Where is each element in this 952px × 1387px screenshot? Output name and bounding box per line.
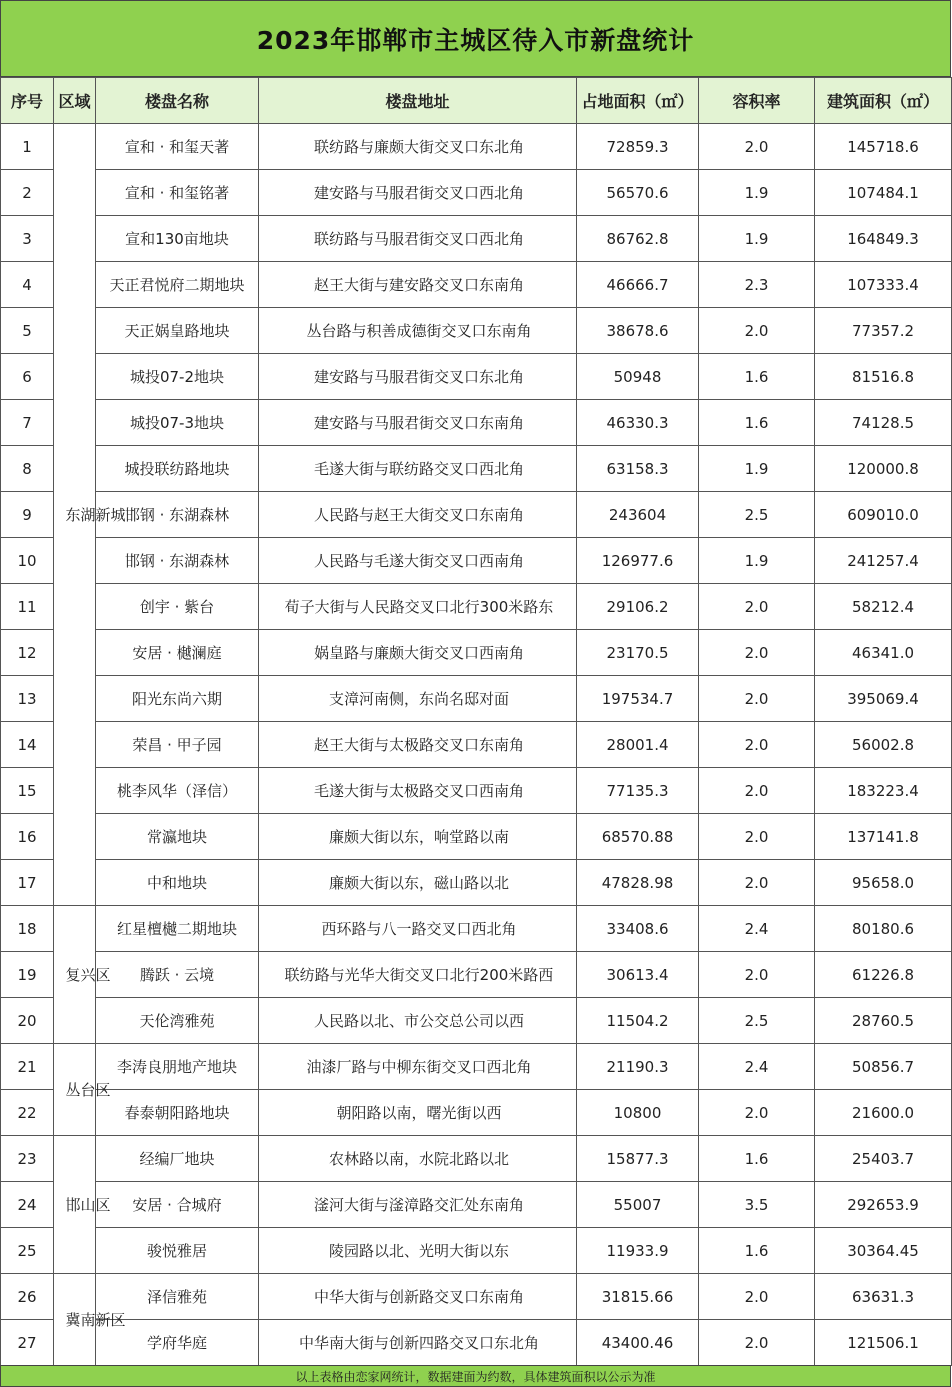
- listing-table: [0, 77, 952, 1366]
- cell-far[interactable]: 2.0: [699, 584, 815, 630]
- cell-gfa[interactable]: 164849.3: [815, 216, 952, 262]
- cell-name[interactable]: 阳光东尚六期: [96, 676, 259, 722]
- cell-address[interactable]: 毛遂大街与太极路交叉口西南角: [259, 768, 577, 814]
- cell-land-area[interactable]: 56570.6: [577, 170, 699, 216]
- table-row: [1, 124, 952, 170]
- cell-address[interactable]: 中华大街与创新路交叉口东南角: [259, 1274, 577, 1320]
- region-label: 复兴区: [65, 965, 111, 984]
- cell-land-area[interactable]: 126977.6: [577, 538, 699, 584]
- cell-land-area[interactable]: 86762.8: [577, 216, 699, 262]
- cell-name[interactable]: 经编厂地块: [96, 1136, 259, 1182]
- cell-far[interactable]: 1.9: [699, 216, 815, 262]
- cell-address[interactable]: 人民路与赵王大街交叉口东南角: [259, 492, 577, 538]
- cell-far[interactable]: 2.4: [699, 1044, 815, 1090]
- cell-address[interactable]: 油漆厂路与中柳东街交叉口西北角: [259, 1044, 577, 1090]
- cell-no[interactable]: 13: [1, 676, 54, 722]
- cell-land-area[interactable]: 11933.9: [577, 1228, 699, 1274]
- region-label: 冀南新区: [65, 1310, 126, 1329]
- cell-land-area[interactable]: 72859.3: [577, 124, 699, 170]
- cell-gfa[interactable]: 25403.7: [815, 1136, 952, 1182]
- cell-far[interactable]: 2.0: [699, 308, 815, 354]
- table-row: [1, 262, 952, 308]
- cell-name[interactable]: 中和地块: [96, 860, 259, 906]
- cell-address[interactable]: 滏河大街与滏漳路交汇处东南角: [259, 1182, 577, 1228]
- cell-address[interactable]: 廉颇大街以东，响堂路以南: [259, 814, 577, 860]
- cell-no[interactable]: 1: [1, 124, 54, 170]
- cell-land-area[interactable]: 243604: [577, 492, 699, 538]
- cell-name[interactable]: 腾跃 · 云境: [96, 952, 259, 998]
- cell-land-area[interactable]: 23170.5: [577, 630, 699, 676]
- cell-name[interactable]: 学府华庭: [96, 1320, 259, 1366]
- cell-no[interactable]: 18: [1, 906, 54, 952]
- table-row: [1, 354, 952, 400]
- table-row: [1, 400, 952, 446]
- cell-no[interactable]: 3: [1, 216, 54, 262]
- cell-name[interactable]: 创宇 · 紫台: [96, 584, 259, 630]
- cell-name[interactable]: 泽信雅苑: [96, 1274, 259, 1320]
- cell-no[interactable]: 16: [1, 814, 54, 860]
- cell-land-area[interactable]: 55007: [577, 1182, 699, 1228]
- cell-no[interactable]: 11: [1, 584, 54, 630]
- table-row: [1, 216, 952, 262]
- cell-land-area[interactable]: 38678.6: [577, 308, 699, 354]
- table-row: [1, 1320, 952, 1366]
- cell-region[interactable]: [54, 124, 126, 906]
- table-body: [1, 124, 952, 1366]
- cell-far[interactable]: 1.6: [699, 1228, 815, 1274]
- cell-land-area[interactable]: 29106.2: [577, 584, 699, 630]
- cell-far[interactable]: 2.0: [699, 124, 815, 170]
- cell-address[interactable]: 建安路与马服君街交叉口西北角: [259, 170, 577, 216]
- cell-far[interactable]: 1.6: [699, 400, 815, 446]
- cell-name[interactable]: 常瀛地块: [96, 814, 259, 860]
- cell-far[interactable]: 2.0: [699, 722, 815, 768]
- cell-far[interactable]: 2.4: [699, 906, 815, 952]
- cell-name[interactable]: 宣和 · 和玺铭著: [96, 170, 259, 216]
- cell-far[interactable]: 2.0: [699, 1320, 815, 1366]
- table-row: [1, 630, 952, 676]
- cell-address[interactable]: 支漳河南侧，东尚名邸对面: [259, 676, 577, 722]
- cell-land-area[interactable]: 197534.7: [577, 676, 699, 722]
- cell-name[interactable]: 天伦湾雅苑: [96, 998, 259, 1044]
- cell-land-area[interactable]: 50948: [577, 354, 699, 400]
- cell-no[interactable]: 24: [1, 1182, 54, 1228]
- cell-land-area[interactable]: 77135.3: [577, 768, 699, 814]
- cell-no[interactable]: 12: [1, 630, 54, 676]
- cell-no[interactable]: 27: [1, 1320, 54, 1366]
- cell-no[interactable]: 4: [1, 262, 54, 308]
- cell-gfa[interactable]: 120000.8: [815, 446, 952, 492]
- table-row: [1, 1274, 952, 1320]
- cell-land-area[interactable]: 46330.3: [577, 400, 699, 446]
- table-row: [1, 768, 952, 814]
- table-row: [1, 308, 952, 354]
- cell-address[interactable]: 陵园路以北、光明大街以东: [259, 1228, 577, 1274]
- cell-far[interactable]: 1.6: [699, 354, 815, 400]
- table-row: [1, 676, 952, 722]
- table-row: [1, 1044, 952, 1090]
- cell-no[interactable]: 8: [1, 446, 54, 492]
- cell-land-area[interactable]: 21190.3: [577, 1044, 699, 1090]
- cell-land-area[interactable]: 47828.98: [577, 860, 699, 906]
- table-row: [1, 584, 952, 630]
- cell-gfa[interactable]: 107333.4: [815, 262, 952, 308]
- cell-region[interactable]: [54, 1044, 111, 1136]
- cell-far[interactable]: 2.0: [699, 814, 815, 860]
- cell-far[interactable]: 2.0: [699, 768, 815, 814]
- cell-far[interactable]: 3.5: [699, 1182, 815, 1228]
- cell-gfa[interactable]: 77357.2: [815, 308, 952, 354]
- header-cell-name[interactable]: 楼盘名称: [96, 78, 259, 124]
- cell-name[interactable]: 城投07-3地块: [96, 400, 259, 446]
- cell-land-area[interactable]: 63158.3: [577, 446, 699, 492]
- cell-name[interactable]: 天正娲皇路地块: [96, 308, 259, 354]
- cell-address[interactable]: 人民路以北、市公交总公司以西: [259, 998, 577, 1044]
- header-cell-far[interactable]: 容积率: [699, 78, 815, 124]
- cell-gfa[interactable]: 95658.0: [815, 860, 952, 906]
- table-row: [1, 906, 952, 952]
- cell-gfa[interactable]: 74128.5: [815, 400, 952, 446]
- cell-gfa[interactable]: 30364.45: [815, 1228, 952, 1274]
- cell-no[interactable]: 5: [1, 308, 54, 354]
- cell-no[interactable]: 2: [1, 170, 54, 216]
- cell-name[interactable]: 天正君悦府二期地块: [96, 262, 259, 308]
- cell-no[interactable]: 17: [1, 860, 54, 906]
- cell-name[interactable]: 邯钢 · 东湖森林: [96, 538, 259, 584]
- cell-no[interactable]: 25: [1, 1228, 54, 1274]
- table-row: [1, 446, 952, 492]
- cell-far[interactable]: 1.6: [699, 1136, 815, 1182]
- cell-gfa[interactable]: 292653.9: [815, 1182, 952, 1228]
- cell-name[interactable]: 宣和130亩地块: [96, 216, 259, 262]
- cell-address[interactable]: 娲皇路与廉颇大街交叉口西南角: [259, 630, 577, 676]
- table-row: [1, 492, 952, 538]
- cell-no[interactable]: 22: [1, 1090, 54, 1136]
- cell-land-area[interactable]: 15877.3: [577, 1136, 699, 1182]
- cell-address[interactable]: 建安路与马服君街交叉口东北角: [259, 354, 577, 400]
- cell-far[interactable]: 2.0: [699, 860, 815, 906]
- cell-no[interactable]: 14: [1, 722, 54, 768]
- cell-gfa[interactable]: 145718.6: [815, 124, 952, 170]
- cell-region[interactable]: [54, 1136, 111, 1274]
- cell-far[interactable]: 1.9: [699, 170, 815, 216]
- table-row: [1, 722, 952, 768]
- header-row: [1, 78, 952, 124]
- cell-address[interactable]: 农林路以南，水院北路以北: [259, 1136, 577, 1182]
- cell-far[interactable]: 2.5: [699, 998, 815, 1044]
- cell-land-area[interactable]: 43400.46: [577, 1320, 699, 1366]
- cell-address[interactable]: 朝阳路以南，曙光街以西: [259, 1090, 577, 1136]
- cell-no[interactable]: 23: [1, 1136, 54, 1182]
- cell-gfa[interactable]: 80180.6: [815, 906, 952, 952]
- cell-gfa[interactable]: 50856.7: [815, 1044, 952, 1090]
- cell-address[interactable]: 赵王大街与建安路交叉口东南角: [259, 262, 577, 308]
- cell-address[interactable]: 联纺路与廉颇大街交叉口东北角: [259, 124, 577, 170]
- cell-far[interactable]: 2.0: [699, 1090, 815, 1136]
- cell-land-area[interactable]: 10800: [577, 1090, 699, 1136]
- cell-name[interactable]: 城投07-2地块: [96, 354, 259, 400]
- cell-far[interactable]: 1.9: [699, 446, 815, 492]
- cell-name[interactable]: 邯钢 · 东湖森林: [96, 492, 259, 538]
- cell-name[interactable]: 红星檀樾二期地块: [96, 906, 259, 952]
- cell-no[interactable]: 20: [1, 998, 54, 1044]
- header-cell-address[interactable]: 楼盘地址: [259, 78, 577, 124]
- cell-name[interactable]: 骏悦雅居: [96, 1228, 259, 1274]
- cell-address[interactable]: 联纺路与马服君街交叉口西北角: [259, 216, 577, 262]
- cell-no[interactable]: 6: [1, 354, 54, 400]
- cell-gfa[interactable]: 46341.0: [815, 630, 952, 676]
- cell-no[interactable]: 10: [1, 538, 54, 584]
- table-row: [1, 1182, 952, 1228]
- table-row: [1, 1228, 952, 1274]
- table-row: [1, 538, 952, 584]
- header-cell-land-area[interactable]: 占地面积（㎡）: [577, 78, 699, 124]
- cell-region[interactable]: [54, 906, 111, 1044]
- cell-far[interactable]: 2.0: [699, 676, 815, 722]
- cell-name[interactable]: 城投联纺路地块: [96, 446, 259, 492]
- page-title: 2023年邯郸市主城区待入市新盘统计: [0, 0, 951, 77]
- header-cell-gfa[interactable]: 建筑面积（㎡）: [815, 78, 952, 124]
- cell-no[interactable]: 21: [1, 1044, 54, 1090]
- cell-gfa[interactable]: 121506.1: [815, 1320, 952, 1366]
- table-row: [1, 952, 952, 998]
- cell-gfa[interactable]: 609010.0: [815, 492, 952, 538]
- cell-name[interactable]: 荣昌 · 甲子园: [96, 722, 259, 768]
- cell-gfa[interactable]: 28760.5: [815, 998, 952, 1044]
- table-row: [1, 1136, 952, 1182]
- cell-gfa[interactable]: 183223.4: [815, 768, 952, 814]
- cell-address[interactable]: 赵王大街与太极路交叉口东南角: [259, 722, 577, 768]
- table-row: [1, 1090, 952, 1136]
- cell-address[interactable]: 建安路与马服君街交叉口东南角: [259, 400, 577, 446]
- cell-name[interactable]: 春泰朝阳路地块: [96, 1090, 259, 1136]
- cell-gfa[interactable]: 107484.1: [815, 170, 952, 216]
- cell-name[interactable]: 宣和 · 和玺天著: [96, 124, 259, 170]
- cell-far[interactable]: 2.0: [699, 952, 815, 998]
- region-label: 邯山区: [65, 1195, 111, 1214]
- header-cell-no[interactable]: 序号: [1, 78, 54, 124]
- region-label: 丛台区: [65, 1080, 111, 1099]
- table-row: [1, 860, 952, 906]
- cell-land-area[interactable]: 46666.7: [577, 262, 699, 308]
- cell-far[interactable]: 1.9: [699, 538, 815, 584]
- cell-address[interactable]: 中华南大街与创新四路交叉口东北角: [259, 1320, 577, 1366]
- footer-note: 以上表格由恋家网统计，数据建面为约数，具体建筑面积以公示为准: [0, 1365, 951, 1387]
- cell-gfa[interactable]: 395069.4: [815, 676, 952, 722]
- cell-land-area[interactable]: 28001.4: [577, 722, 699, 768]
- cell-address[interactable]: 西环路与八一路交叉口西北角: [259, 906, 577, 952]
- cell-gfa[interactable]: 63631.3: [815, 1274, 952, 1320]
- cell-gfa[interactable]: 61226.8: [815, 952, 952, 998]
- cell-gfa[interactable]: 58212.4: [815, 584, 952, 630]
- cell-far[interactable]: 2.0: [699, 1274, 815, 1320]
- cell-address[interactable]: 毛遂大街与联纺路交叉口西北角: [259, 446, 577, 492]
- cell-land-area[interactable]: 11504.2: [577, 998, 699, 1044]
- table-row: [1, 170, 952, 216]
- cell-no[interactable]: 19: [1, 952, 54, 998]
- cell-gfa[interactable]: 241257.4: [815, 538, 952, 584]
- cell-gfa[interactable]: 56002.8: [815, 722, 952, 768]
- cell-no[interactable]: 7: [1, 400, 54, 446]
- cell-no[interactable]: 9: [1, 492, 54, 538]
- cell-far[interactable]: 2.5: [699, 492, 815, 538]
- cell-name[interactable]: 安居 · 合城府: [96, 1182, 259, 1228]
- cell-far[interactable]: 2.0: [699, 630, 815, 676]
- cell-gfa[interactable]: 137141.8: [815, 814, 952, 860]
- cell-land-area[interactable]: 68570.88: [577, 814, 699, 860]
- table-row: [1, 998, 952, 1044]
- cell-address[interactable]: 联纺路与光华大街交叉口北行200米路西: [259, 952, 577, 998]
- cell-gfa[interactable]: 21600.0: [815, 1090, 952, 1136]
- cell-name[interactable]: 安居 · 樾澜庭: [96, 630, 259, 676]
- cell-land-area[interactable]: 30613.4: [577, 952, 699, 998]
- cell-gfa[interactable]: 81516.8: [815, 354, 952, 400]
- region-label: 东湖新城: [65, 505, 126, 524]
- header-cell-region[interactable]: 区域: [54, 78, 96, 124]
- cell-address[interactable]: 人民路与毛遂大街交叉口西南角: [259, 538, 577, 584]
- cell-no[interactable]: 26: [1, 1274, 54, 1320]
- cell-land-area[interactable]: 31815.66: [577, 1274, 699, 1320]
- cell-no[interactable]: 15: [1, 768, 54, 814]
- cell-address[interactable]: 丛台路与积善成德街交叉口东南角: [259, 308, 577, 354]
- cell-land-area[interactable]: 33408.6: [577, 906, 699, 952]
- cell-name[interactable]: 桃李风华（泽信）: [96, 768, 259, 814]
- cell-region[interactable]: [54, 1274, 126, 1366]
- cell-far[interactable]: 2.3: [699, 262, 815, 308]
- cell-name[interactable]: 李涛良朋地产地块: [96, 1044, 259, 1090]
- cell-address[interactable]: 廉颇大街以东，磁山路以北: [259, 860, 577, 906]
- table-row: [1, 814, 952, 860]
- cell-address[interactable]: 荀子大街与人民路交叉口北行300米路东: [259, 584, 577, 630]
